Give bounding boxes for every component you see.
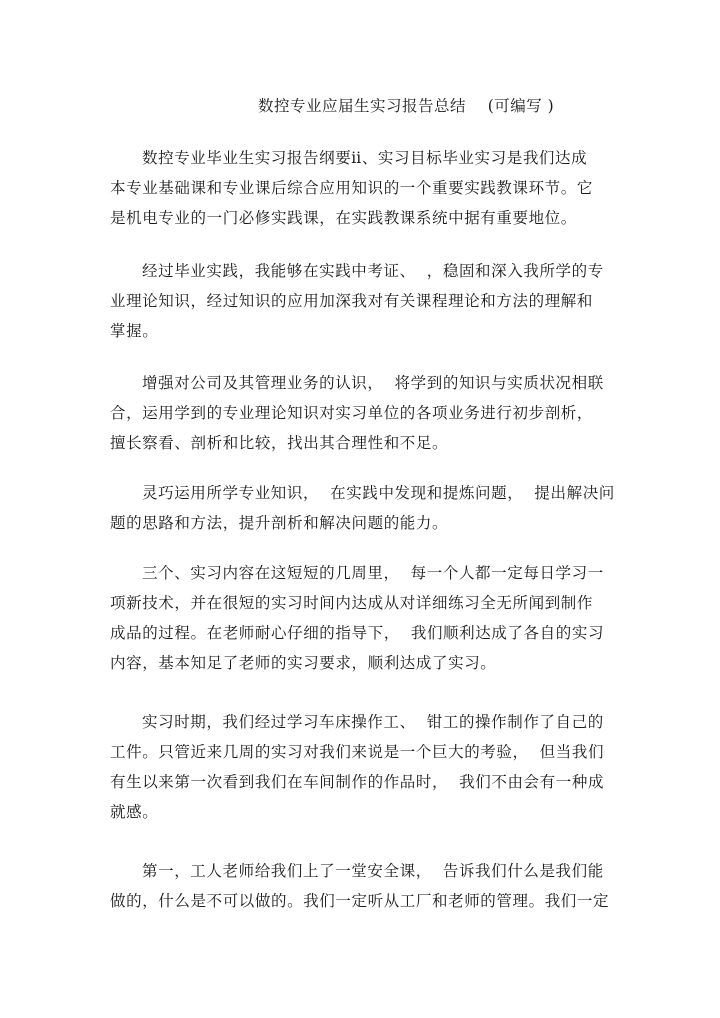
paragraph-line: 掌握。 <box>110 322 159 340</box>
paragraph-line: 实习时期，我们经过学习车床操作工、 钳工的操作制作了自己的 <box>142 713 604 731</box>
paragraph-line: 成品的过程。在老师耐心仔细的指导下， 我们顺利达成了各自的实习 <box>110 624 605 642</box>
paragraph-line: 工件。只管近来几周的实习对我们来说是一个巨大的考验， 但当我们 <box>110 743 605 761</box>
paragraph-1 <box>110 143 610 233</box>
paragraph-3 <box>110 368 610 458</box>
paragraph-line: 是机电专业的一门必修实践课，在实践教课系统中据有重要地位。 <box>110 209 577 227</box>
paragraph-line: 增强对公司及其管理业务的认识， 将学到的知识与实质状况相联 <box>142 374 604 392</box>
paragraph-2 <box>110 256 610 346</box>
paragraph-line: 本专业基础课和专业课后综合应用知识的一个重要实践教课环节。它 <box>110 179 594 197</box>
paragraph-line: 题的思路和方法，提升剖析和解决问题的能力。 <box>110 514 449 532</box>
paragraph-5 <box>110 558 610 678</box>
paragraph-line: 有生以来第一次看到我们在车间制作的作品时， 我们不由会有一种成 <box>110 773 605 791</box>
paragraph-7 <box>110 856 610 916</box>
paragraph-4 <box>110 478 615 538</box>
paragraph-line: 三个、实习内容在这短短的几周里， 每一个人都一定每日学习一 <box>142 564 604 582</box>
paragraph-line: 业理论知识，经过知识的应用加深我对有关课程理论和方法的理解和 <box>110 292 594 310</box>
paragraph-line: 就感。 <box>110 803 159 821</box>
paragraph-line: 第一，工人老师给我们上了一堂安全课， 告诉我们什么是我们能 <box>142 862 604 880</box>
paragraph-6 <box>110 707 610 827</box>
paragraph-line: 擅长察看、剖析和比较，找出其合理性和不足。 <box>110 434 449 452</box>
paragraph-line: 灵巧运用所学专业知识， 在实践中发现和提炼问题， 提出解决问 <box>142 484 615 502</box>
paragraph-line: 项新技术，并在很短的实习时间内达成从对详细练习全无所闻到制作 <box>110 594 594 612</box>
document-title: 数控专业应届生实习报告总结 (可编写 ) <box>258 97 555 115</box>
paragraph-line: 经过毕业实践，我能够在实践中考证、 ，稳固和深入我所学的专 <box>142 262 604 280</box>
paragraph-line: 做的，什么是不可以做的。我们一定听从工厂和老师的管理。我们一定 <box>110 892 610 910</box>
paragraph-line: 内容，基本知足了老师的实习要求，顺利达成了实习。 <box>110 654 497 672</box>
paragraph-line: 合，运用学到的专业理论知识对实习单位的各项业务进行初步剖析， <box>110 404 594 422</box>
paragraph-line: 数控专业毕业生实习报告纲要ⅱ、实习目标毕业实习是我们达成 <box>142 149 588 167</box>
